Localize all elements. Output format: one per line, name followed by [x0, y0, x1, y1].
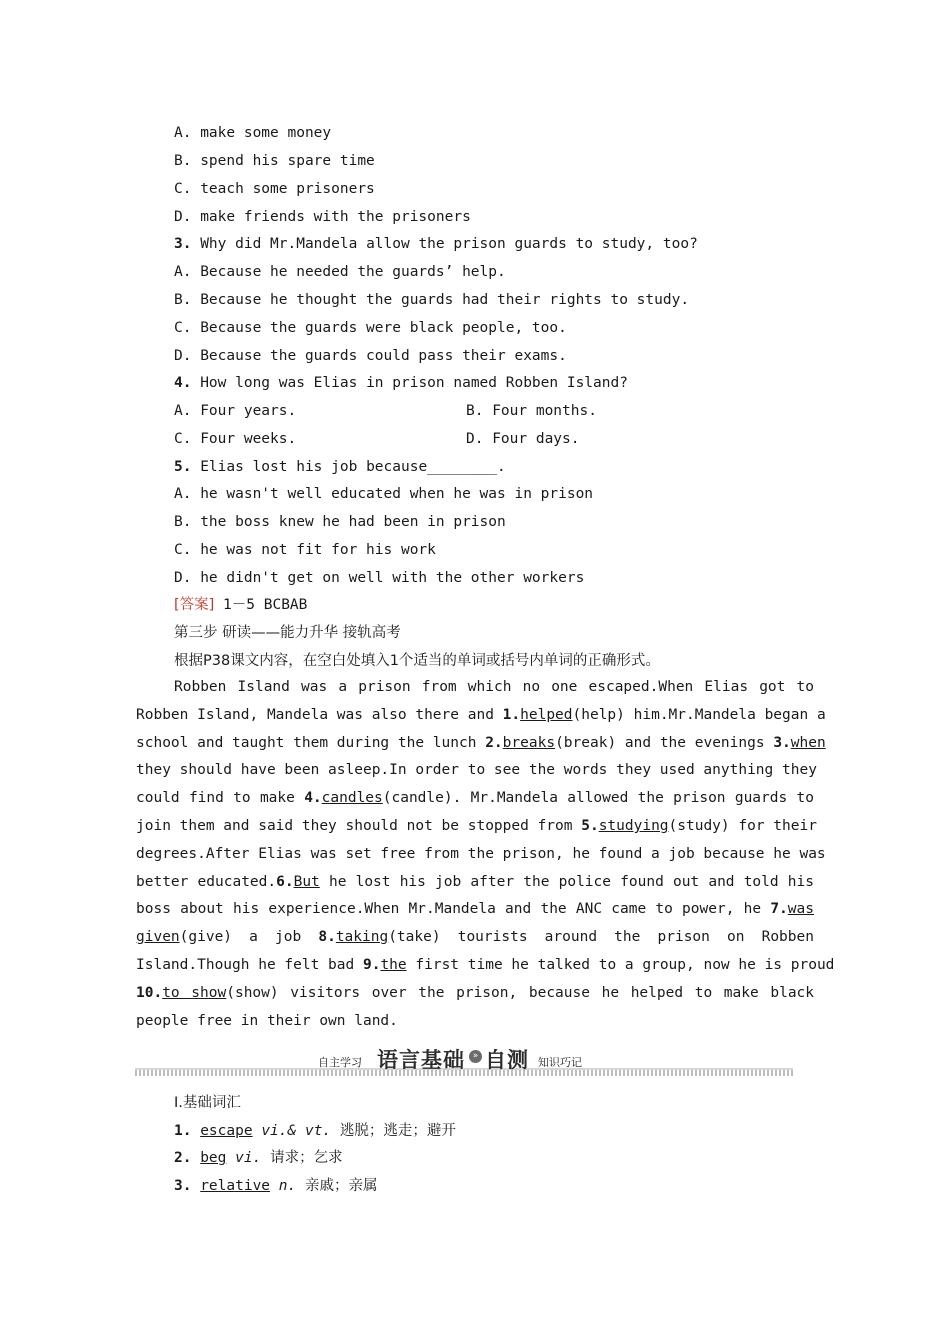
- answer-word: when: [790, 734, 826, 751]
- q4-question: [174, 373, 628, 393]
- banner-title-a: 语言基础: [377, 1048, 465, 1072]
- passage-line: [136, 896, 814, 924]
- step3-heading: 第三步 研读——能力升华 接轨高考: [174, 625, 401, 641]
- vocab-number: 1.: [174, 1123, 192, 1139]
- passage-text: better educated.: [136, 873, 277, 890]
- vocab-number: 2.: [174, 1150, 192, 1166]
- q4-option-d: D. Four days.: [466, 431, 580, 447]
- passage-text: boss about his experience.When Mr.Mandela and the ANC came to power, he: [136, 901, 771, 918]
- vocab-number: 3.: [174, 1178, 192, 1194]
- passage-line: [136, 730, 826, 758]
- q3-number: 3.: [174, 236, 192, 252]
- q4-number: 4.: [174, 375, 192, 391]
- vocab-word: beg: [200, 1150, 227, 1166]
- vocab-pos: n.: [278, 1178, 297, 1194]
- q2-option-a: A. make some money: [174, 125, 332, 141]
- answer-word: But: [293, 873, 320, 890]
- answer-tag: [答案]: [174, 597, 215, 613]
- passage-line: [136, 702, 826, 730]
- passage-line: degrees.After Elias was set free from the prison, he found a job because he was: [136, 845, 826, 862]
- answer-word: was: [787, 901, 814, 918]
- q2-option-d: D. make friends with the prisoners: [174, 209, 471, 225]
- vocab-word: escape: [200, 1123, 253, 1139]
- passage-line: [136, 813, 817, 841]
- vocab-pos: vi.: [235, 1150, 262, 1166]
- q5-end: .: [497, 459, 506, 475]
- vocab-meaning: 请求；乞求: [270, 1150, 343, 1166]
- blank-number: 4.: [304, 790, 322, 807]
- answer-word: studying: [598, 817, 669, 834]
- passage-line: Robben Island was a prison from which no one escaped.When Elias got to: [174, 679, 814, 695]
- answer-line: [174, 595, 307, 615]
- passage-text: (help) him.Mr.Mandela began a: [572, 706, 826, 723]
- vocab-item: [174, 1148, 343, 1168]
- section-banner: [135, 1044, 793, 1078]
- blank-number: 1.: [502, 706, 521, 723]
- blank-number: 3.: [773, 734, 791, 751]
- passage-line: [136, 869, 814, 897]
- passage-line: [136, 980, 814, 1008]
- q5-option-b: B. the boss knew he had been in prison: [174, 514, 506, 530]
- passage-line: they should have been asleep.In order to see the words they used anything they: [136, 762, 817, 779]
- passage-text: (take) tourists around the prison on Robben: [388, 929, 814, 946]
- passage-text: school and taught them during the lunch: [136, 734, 486, 751]
- passage-line: [136, 785, 814, 813]
- passage-text: Robben Island, Mandela was also there and: [136, 706, 503, 723]
- passage-text: join them and said they should not be stopped from: [136, 817, 582, 834]
- vocab-pos: vi.& vt.: [261, 1123, 332, 1139]
- blank-number: 9.: [362, 956, 381, 973]
- instruction: 根据P38课文内容，在空白处填入1个适当的单词或括号内单词的正确形式。: [174, 653, 660, 669]
- blank-number: 7.: [770, 901, 788, 918]
- vocab-heading: Ⅰ.基础词汇: [174, 1095, 241, 1111]
- passage-text: first time he talked to a group, now he is proud: [406, 956, 835, 973]
- q5-number: 5.: [174, 459, 192, 475]
- banner-title-b: 自测: [485, 1048, 529, 1072]
- q2-option-b: B. spend his spare time: [174, 153, 375, 169]
- blank-number: 6.: [276, 873, 294, 890]
- passage-text: (give) a job: [179, 929, 319, 946]
- answer-word: taking: [335, 929, 389, 946]
- q3-option-d: D. Because the guards could pass their exams.: [174, 348, 567, 364]
- q4-text: How long was Elias in prison named Robben Island?: [191, 375, 628, 391]
- passage-text: could find to make: [136, 790, 305, 807]
- vocab-meaning: 逃脱；逃走；避开: [339, 1123, 456, 1139]
- answer-word: breaks: [502, 734, 556, 751]
- passage-line: [136, 952, 835, 980]
- q5-blank: ________: [427, 459, 498, 475]
- answer-text: 1－5 BCBAB: [214, 597, 308, 613]
- banner-right-label: 知识巧记: [538, 1056, 582, 1069]
- answer-word: the: [380, 956, 407, 973]
- vocab-item: [174, 1176, 377, 1196]
- q3-text: Why did Mr.Mandela allow the prison guards to study, too?: [191, 236, 698, 252]
- passage-text: Island.Though he felt bad: [136, 956, 363, 973]
- blank-number: 2.: [485, 734, 503, 751]
- q3-option-b: B. Because he thought the guards had their rights to study.: [174, 292, 690, 308]
- q3-option-a: A. Because he needed the guards’ help.: [174, 264, 506, 280]
- blank-number: 8.: [318, 929, 336, 946]
- q5-option-d: D. he didn't get on well with the other workers: [174, 570, 585, 586]
- passage-text: (study) for their: [668, 817, 817, 834]
- cloze-passage: [136, 674, 835, 1035]
- q5-option-c: C. he was not fit for his work: [174, 542, 436, 558]
- q3-question: [174, 234, 698, 254]
- passage-text: he lost his job after the police found out and told his: [319, 873, 814, 890]
- blank-number: 5.: [581, 817, 599, 834]
- q4-option-c: C. Four weeks.: [174, 431, 297, 447]
- passage-text: (show) visitors over the prison, because he helped to make black: [226, 984, 815, 1001]
- answer-word: given: [136, 929, 180, 946]
- q2-option-c: C. teach some prisoners: [174, 181, 375, 197]
- passage-text: (candle). Mr.Mandela allowed the prison guards to: [382, 790, 814, 807]
- vocab-word: relative: [200, 1178, 271, 1194]
- passage-line: people free in their own land.: [136, 1012, 398, 1029]
- passage-text: (break) and the evenings: [555, 734, 774, 751]
- answer-word: to show: [162, 984, 227, 1001]
- q5-option-a: A. he wasn't well educated when he was in prison: [174, 486, 594, 502]
- blank-number: 10.: [136, 984, 163, 1001]
- q4-option-a: A. Four years.: [174, 403, 297, 419]
- answer-word: candles: [321, 790, 383, 807]
- q3-option-c: C. Because the guards were black people, too.: [174, 320, 567, 336]
- q5-text: Elias lost his job because: [191, 459, 428, 475]
- banner-arrow-icon: »: [469, 1050, 482, 1063]
- banner-left-label: 自主学习: [318, 1056, 362, 1069]
- q4-option-b: B. Four months.: [466, 403, 597, 419]
- q5-question: [174, 457, 506, 477]
- passage-line: [136, 924, 814, 952]
- vocab-item: [174, 1121, 456, 1141]
- vocab-meaning: 亲戚；亲属: [304, 1178, 378, 1194]
- answer-word: helped: [520, 706, 573, 723]
